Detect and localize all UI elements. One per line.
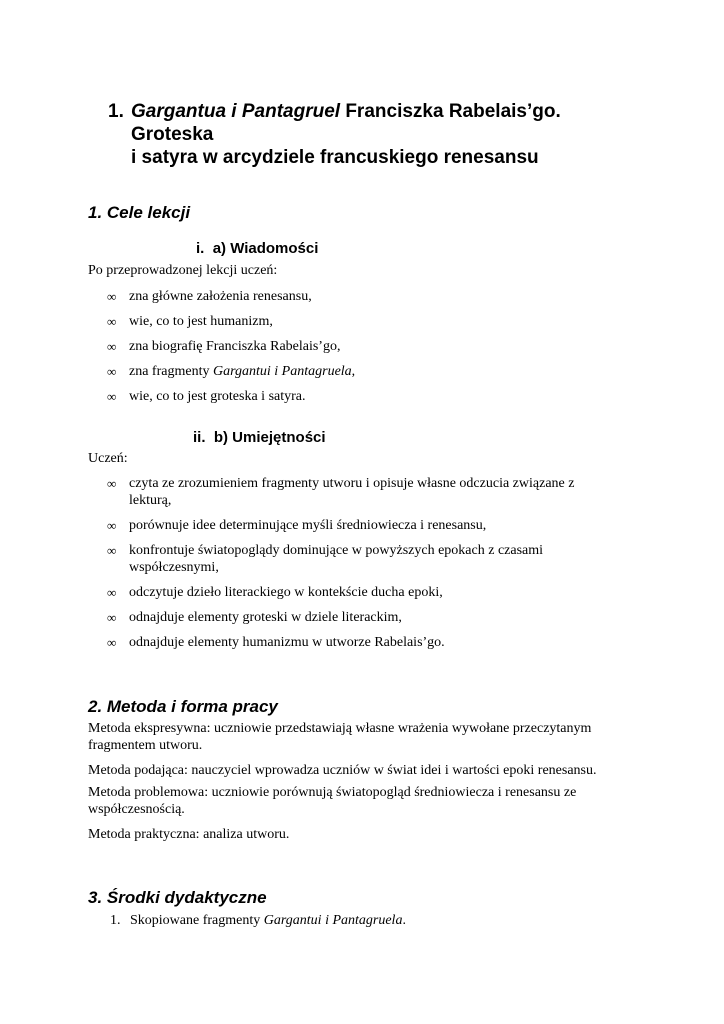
- method-paragraph: Metoda ekspresywna: uczniowie przedstawiają własne wrażenia wywołane przeczytanym fragmentem utworu.: [88, 721, 592, 753]
- infinity-bullet-icon: ∞: [107, 289, 117, 304]
- infinity-bullet-icon: ∞: [107, 364, 117, 379]
- section-heading-goals: 1. Cele lekcji: [88, 203, 191, 222]
- section-heading-method: 2. Metoda i forma pracy: [88, 697, 278, 716]
- infinity-bullet-icon: ∞: [107, 543, 117, 558]
- infinity-bullet-icon: ∞: [107, 585, 117, 600]
- list-number: 1.: [110, 913, 121, 928]
- subheading-knowledge: [196, 240, 318, 257]
- subheading-label: a) Wiadomości: [212, 240, 319, 257]
- list-item: ∞ zna fragmenty Gargantui i Pantagruela,: [107, 364, 356, 379]
- subheading-label: b) Umiejętności: [213, 429, 326, 446]
- subheading-roman: i.: [196, 240, 205, 257]
- numbered-list-item: 1. Skopiowane fragmenty Gargantui i Pantagruela.: [110, 913, 406, 928]
- list-item: ∞ czyta ze zrozumieniem fragmenty utworu i opisuje własne odczucia związane z lekturą,: [107, 476, 575, 508]
- document-title: [108, 100, 561, 169]
- list-item: ∞ zna główne założenia renesansu,: [107, 289, 312, 304]
- title-line-3: i satyra w arcydziele francuskiego renesansu: [131, 147, 539, 168]
- title-line-2: Groteska: [131, 124, 214, 145]
- list-item: ∞ odnajduje elementy groteski w dziele literackim,: [107, 610, 402, 625]
- subheading-skills: [193, 429, 326, 446]
- list-item: ∞ wie, co to jest humanizm,: [107, 314, 273, 329]
- list-item: ∞ porównuje idee determinujące myśli średniowiecza i renesansu,: [107, 518, 487, 533]
- infinity-bullet-icon: ∞: [107, 339, 117, 354]
- method-paragraph: Metoda problemowa: uczniowie porównują światopogląd średniowiecza i renesansu ze współczesnością.: [88, 785, 577, 817]
- method-paragraph: Metoda podająca: nauczyciel wprowadza uczniów w świat idei i wartości epoki renesansu.: [88, 763, 597, 778]
- list-item: ∞ zna biografię Franciszka Rabelais’go,: [107, 339, 341, 354]
- subheading-roman: ii.: [193, 429, 206, 446]
- list-item: ∞ odczytuje dzieło literackiego w kontekście ducha epoki,: [107, 585, 443, 600]
- title-author: Franciszka Rabelais’go.: [340, 101, 561, 122]
- infinity-bullet-icon: ∞: [107, 476, 117, 491]
- method-paragraph: Metoda praktyczna: analiza utworu.: [88, 827, 290, 842]
- intro-skills: Uczeń:: [88, 451, 128, 466]
- infinity-bullet-icon: ∞: [107, 635, 117, 650]
- list-item: ∞ wie, co to jest groteska i satyra.: [107, 389, 306, 404]
- section-heading-teaching-aids: 3. Środki dydaktyczne: [88, 888, 267, 907]
- title-number: 1.: [108, 101, 124, 122]
- title-line-1: [108, 100, 561, 123]
- intro-knowledge: Po przeprowadzonej lekcji uczeń:: [88, 263, 278, 278]
- infinity-bullet-icon: ∞: [107, 518, 117, 533]
- list-item: ∞ odnajduje elementy humanizmu w utworze Rabelais’go.: [107, 635, 445, 650]
- infinity-bullet-icon: ∞: [107, 610, 117, 625]
- title-work-name: Gargantua i Pantagruel: [131, 101, 341, 122]
- infinity-bullet-icon: ∞: [107, 314, 117, 329]
- list-item: ∞ konfrontuje światopoglądy dominujące w powyższych epokach z czasami współczesnymi,: [107, 543, 544, 575]
- infinity-bullet-icon: ∞: [107, 389, 117, 404]
